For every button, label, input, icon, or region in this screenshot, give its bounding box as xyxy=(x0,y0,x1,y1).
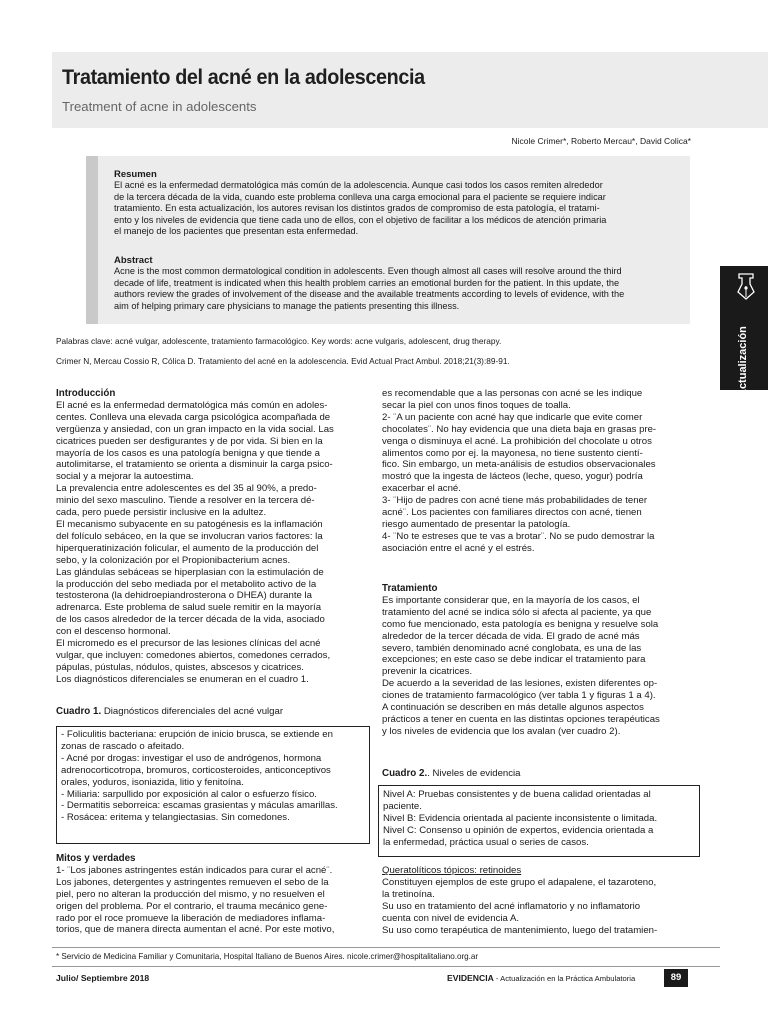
text-line: origen del problema. Por el contrario, el trauma mecánico gene- xyxy=(56,900,328,912)
text-line: severo, también denominado acné conglobata, es una de las xyxy=(382,642,642,654)
text-line: Nivel A: Pruebas consistentes y de buena calidad orientadas al xyxy=(383,789,651,800)
text-line: del folículo sebáceo, en la que se involucran varios factores: la xyxy=(56,530,323,542)
header-band xyxy=(52,52,768,128)
text-line: - Foliculitis bacteriana: erupción de inicio brusca, se extiende en xyxy=(61,729,333,740)
text-line: tratamiento. En esta actualización, los autores revisan los distintos grados de compromiso de esta patología, el tratami- xyxy=(114,203,600,214)
text-line: el manejo de los pacientes que presentan esta enfermedad. xyxy=(114,226,359,237)
pen-nib-icon xyxy=(736,272,756,300)
cuadro1-title: Diagnósticos diferenciales del acné vulgar xyxy=(101,706,284,717)
text-line: ento y los niveles de evidencia que tiene cada uno de ellos, con el objetivo de facilitar a los médicos de atención primaria xyxy=(114,214,607,225)
text-line: 4- ¨No te estreses que te vas a brotar¨. No se pudo demostrar la xyxy=(382,530,655,542)
text-line: prevenir la cicatrices. xyxy=(382,666,473,678)
text-line: asociación entre el acné y el estrés. xyxy=(382,542,535,554)
cuadro1-label: Cuadro 1. xyxy=(56,706,102,717)
text-line: alimentos como por ej. la mayonesa, no tiene sustento cientí- xyxy=(382,447,643,459)
intro-text xyxy=(56,400,368,686)
text-line: la producción del sebo mediada por el metabolito activo de la xyxy=(56,578,317,590)
text-line: La prevalencia entre adolescentes es del 35 al 90%, a predo- xyxy=(56,483,317,495)
cuadro2-text xyxy=(383,789,695,849)
footnote-divider xyxy=(52,947,720,948)
text-line: es recomendable que a las personas con acné se les indique xyxy=(382,388,643,399)
text-line: alrededor de la tercer década de vida. El grado de acné más xyxy=(382,630,640,642)
cuadro2-caption xyxy=(382,768,692,780)
text-line: Los jabones, detergentes y astringentes remueven el sebo de la xyxy=(56,876,329,888)
text-line: - Acné por drogas: investigar el uso de andrógenos, hormona xyxy=(61,752,322,764)
article-title: Tratamiento del acné en la adolescencia xyxy=(62,65,425,89)
text-line: vulgar, que incluyen: comedones abiertos, comedones cerrados, xyxy=(56,649,331,661)
tratamiento-text xyxy=(382,595,692,738)
text-line: testosterona (la dehidroepiandrosterona o DHEA) durante la xyxy=(56,590,312,602)
abstract-heading: Abstract xyxy=(114,255,153,266)
tratamiento-heading: Tratamiento xyxy=(382,583,438,594)
text-line: Su uso en tratamiento del acné inflamatorio y no inflamatorio xyxy=(382,900,641,912)
resumen-section xyxy=(114,169,690,238)
text-line: rado por el roce promueve la liberación de mediadores inflama- xyxy=(56,912,326,924)
queratoliticos-section xyxy=(382,865,692,936)
text-line: exacerbar el acné. xyxy=(382,483,461,495)
text-line: tratamiento del acné se indica sólo si afecta al paciente, ya que xyxy=(382,606,652,618)
text-line: A continuación se describen en más detalle algunos aspectos xyxy=(382,702,644,714)
text-line: acné¨. Los pacientes con familiares directos con acné, tienen xyxy=(382,507,642,519)
text-line: Constituyen ejemplos de este grupo el adapalene, el tazaroteno, xyxy=(382,876,657,888)
text-line: zonas de rascado o afeitado. xyxy=(61,740,185,752)
text-line: adrenarca. Este problema de salud suele remitir en la mayoría xyxy=(56,602,322,614)
text-line: prácticos a tener en cuenta en las distintas opciones terapéuticas xyxy=(382,713,660,725)
text-line: fico. Sin embargo, un meta-análisis de estudios observacionales xyxy=(382,459,656,471)
queratoliticos-heading: Queratolíticos tópicos: retinoides xyxy=(382,865,522,876)
text-line: venga o disminuya el acné. La prohibición del chocolate u otros xyxy=(382,435,652,447)
text-line: cada, pero puede persistir inclusive en la adultez. xyxy=(56,507,267,519)
tratamiento-section xyxy=(382,583,692,738)
text-line: De acuerdo a la severidad de las lesiones, existen diferentes op- xyxy=(382,678,658,690)
text-line: centes. Conlleva una elevada carga psicológica acompañada de xyxy=(56,411,331,423)
text-line: El micromedo es el precursor de las lesiones clínicas del acné xyxy=(56,638,321,650)
keywords: Palabras clave: acné vulgar, adolescente, tratamiento farmacológico. Key words: acne vulgaris, adolescent, drug therapy. xyxy=(56,336,502,346)
text-line: torios, que de manera directa aumentan el acné. Por este motivo, xyxy=(56,924,335,936)
text-line: Su uso como terapéutica de mantenimiento, luego del tratamien- xyxy=(382,924,658,936)
resumen-text xyxy=(114,180,690,238)
text-line: social y a mejorar la autoestima. xyxy=(56,471,194,483)
text-line: orales, yoduros, isoniazida, litio y fenitoína. xyxy=(61,776,244,788)
intro-section xyxy=(56,388,368,686)
cuadro1-box xyxy=(56,726,370,844)
text-line: riesgo aumentado de presentar la patología. xyxy=(382,518,571,530)
side-tab-label: Actualización xyxy=(737,326,749,397)
queratoliticos-text xyxy=(382,877,692,937)
text-line: hiperqueratinización folicular, el aumento de la producción del xyxy=(56,542,319,554)
page-number: 89 xyxy=(664,969,688,987)
mitos-heading: Mitos y verdades xyxy=(56,853,136,864)
text-line: secar la piel con unos finos toques de toalla. xyxy=(382,399,571,411)
text-line: excepciones; en este caso se debe indicar el tratamiento para xyxy=(382,654,646,666)
text-line: la enfermedad, práctica usual o series de casos. xyxy=(383,836,589,848)
text-line: de la tercera década de la vida, cuando este problema conlleva una carga emocional para el paciente se requiere indicar xyxy=(114,191,606,202)
authors: Nicole Crimer*, Roberto Mercau*, David Colica* xyxy=(511,136,691,146)
footer-date: Julio/ Septiembre 2018 xyxy=(56,973,150,983)
journal-name: EVIDENCIA xyxy=(447,973,494,983)
text-line: minio del sexo masculino. Tiende a resolver en la tercera dé- xyxy=(56,495,315,507)
text-line: Nivel C: Consenso u opinión de expertos, evidencia orientada a xyxy=(383,824,654,836)
text-line: chocolates¨. No hay evidencia que una dieta baja en grasas pre- xyxy=(382,423,657,435)
cuadro1-text xyxy=(61,729,365,824)
text-line: - Dermatitis seborreica: escamas grasientas y máculas amarillas. xyxy=(61,800,338,812)
text-line: - Rosácea: eritema y telangiectasias. Sin comedones. xyxy=(61,812,290,824)
text-line: piel, pero no alteran la producción del mismo, y no resuelven el xyxy=(56,888,325,900)
abstract-accent-bar xyxy=(86,156,98,324)
text-line: y los niveles de evidencia que los avalan (ver cuadro 2). xyxy=(382,725,621,737)
text-line: ciones de tratamiento farmacológico (ver tabla 1 y figuras 1 a 4). xyxy=(382,690,656,702)
text-line: El mecanismo subyacente en su patogénesis es la inflamación xyxy=(56,518,323,530)
text-line: con el descenso hormonal. xyxy=(56,626,171,638)
text-line: El acné es la enfermedad dermatológica más común en adoles- xyxy=(56,399,328,411)
mitos-continued-text xyxy=(382,388,692,555)
text-line: como fue mencionado, esta patología es benigna y resuelve sola xyxy=(382,618,659,630)
footer-journal xyxy=(447,973,635,983)
text-line: 3- ¨Hijo de padres con acné tiene más probabilidades de tener xyxy=(382,495,648,507)
text-line: 1- ¨Los jabones astringentes están indicados para curar el acné¨. xyxy=(56,864,333,876)
text-line: mostró que la ingesta de lácteos (leche, queso, yogur) podría xyxy=(382,471,643,483)
mitos-section xyxy=(56,853,368,936)
text-line: Acne is the most common dermatological condition in adolescents. Even though almost all cases will resolve around the third xyxy=(114,266,622,276)
text-line: 2- ¨A un paciente con acné hay que indicarle que evite comer xyxy=(382,411,643,423)
text-line: la tretinoína. xyxy=(382,888,435,900)
text-line: vergüenza y ansiedad, con un gran impacto en la vida social. Las xyxy=(56,423,334,435)
text-line: paciente. xyxy=(383,800,422,812)
text-line: cicatrices pueden ser desfigurantes y de por vida. Si bien en la xyxy=(56,435,323,447)
text-line: decade of life, treatment is indicated when this health problem carries an emotional burden for the patient. In this update, the xyxy=(114,277,620,288)
article-subtitle: Treatment of acne in adolescents xyxy=(62,99,257,114)
text-line: sebo, y la colonización por el Propionibacterium acnes. xyxy=(56,554,291,566)
cuadro2-box xyxy=(378,785,700,857)
cuadro2-title: . Niveles de evidencia xyxy=(427,768,521,779)
mitos-continued xyxy=(382,388,692,555)
text-line: adrenocorticotropa, bromuros, corticosteroides, anticonceptivos xyxy=(61,764,331,776)
text-line: de los casos alrededor de la tercer década de la vida, asociado xyxy=(56,614,325,626)
text-line: authors review the grades of involvement of the disease and the available treatments according to levels of evidence, with the xyxy=(114,289,625,300)
citation: Crimer N, Mercau Cossio R, Cólica D. Tratamiento del acné en la adolescencia. Evid Actual Pract Ambul. 2018;21(3):89-91. xyxy=(56,356,510,366)
text-line: Las glándulas sebáceas se hiperplasian con la estimulación de xyxy=(56,566,324,578)
text-line: - Miliaria: sarpullido por exposición al calor o esfuerzo físico. xyxy=(61,788,317,800)
text-line: El acné es la enfermedad dermatológica más común de la adolescencia. Aunque casi todos los casos remiten alrededor xyxy=(114,180,603,190)
footer-divider xyxy=(52,966,720,967)
text-line: Nivel B: Evidencia orientada al paciente inconsistente o limitada. xyxy=(383,812,658,824)
footnote: * Servicio de Medicina Familiar y Comunitaria, Hospital Italiano de Buenos Aires. nicole.crimer@hospitalitaliano.org.ar xyxy=(56,952,479,961)
cuadro1-caption xyxy=(56,706,368,718)
intro-heading: Introducción xyxy=(56,388,116,399)
text-line: pápulas, pústulas, nódulos, quistes, abscesos y cicatrices. xyxy=(56,661,304,673)
resumen-heading: Resumen xyxy=(114,169,157,180)
text-line: cuenta con nivel de evidencia A. xyxy=(382,912,520,924)
mitos-text xyxy=(56,865,368,936)
abstract-text xyxy=(114,266,690,312)
cuadro2-label: Cuadro 2. xyxy=(382,768,428,779)
text-line: aim of helping primary care physicians to manage the patients presenting this illness. xyxy=(114,300,460,311)
text-line: Es importante considerar que, en la mayoría de los casos, el xyxy=(382,594,640,606)
text-line: autolimitarse, el tratamiento se orienta a disminuir la carga psico- xyxy=(56,459,333,471)
text-line: Los diagnósticos diferenciales se enumeran en el cuadro 1. xyxy=(56,673,309,685)
journal-subtitle: - Actualización en la Práctica Ambulatoria xyxy=(493,974,636,983)
abstract-section xyxy=(114,255,690,312)
text-line: mayoría de los casos es una patología benigna y que tiende a xyxy=(56,447,321,459)
